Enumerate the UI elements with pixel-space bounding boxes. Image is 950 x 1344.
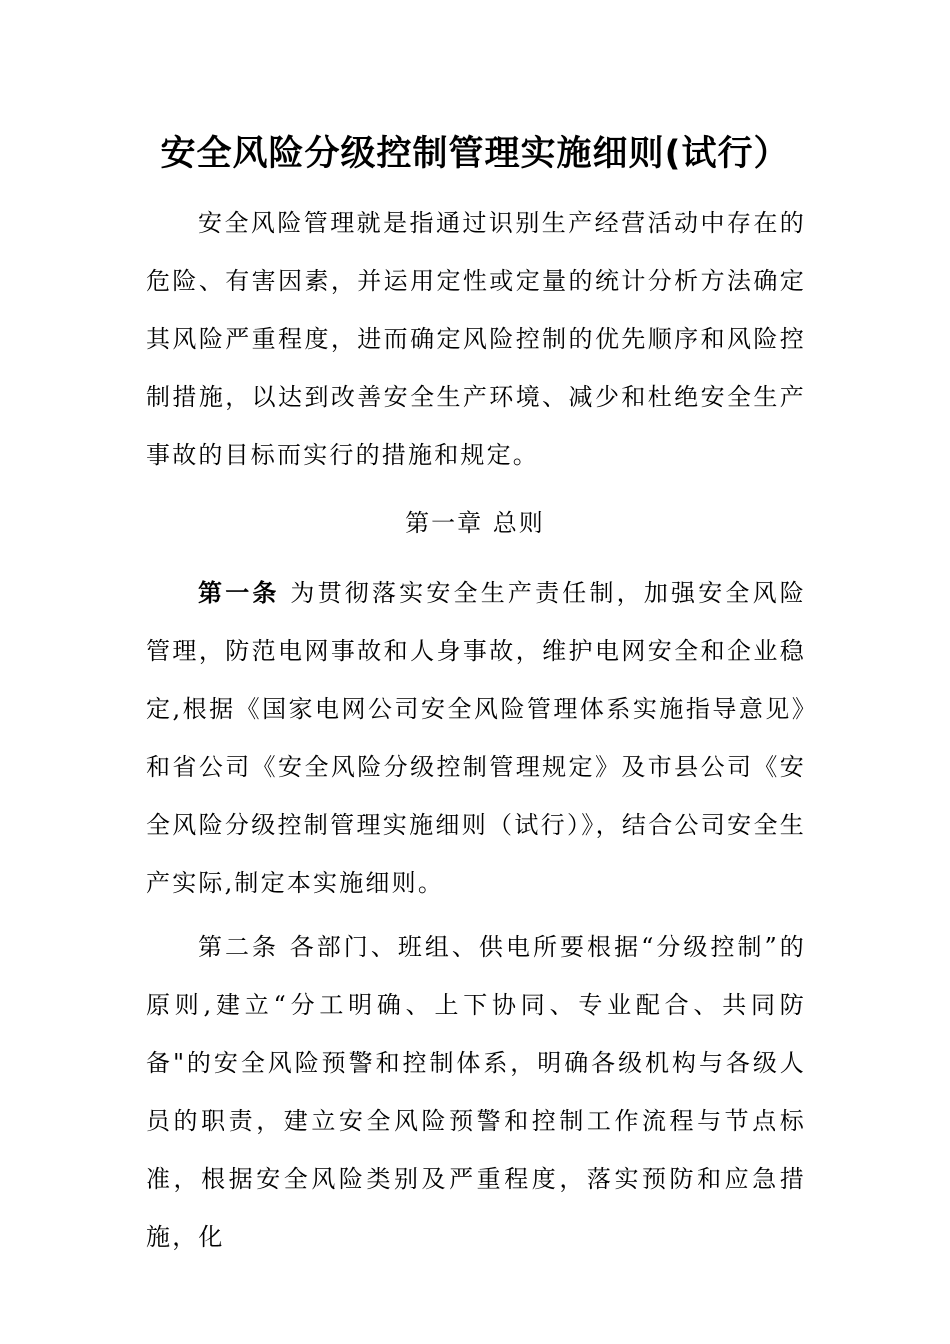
article-2-paragraph [146,918,806,1266]
article-1-label: 第一条 [198,579,280,607]
article-2-label: 第二条 [198,933,280,961]
chapter-heading: 第一章 总则 [405,509,545,537]
intro-paragraph: 安全风险管理就是指通过识别生产经营活动中存在的危险、有害因素，并运用定性或定量的统计分析方法确定其风险严重程度，进而确定风险控制的优先顺序和风险控制措施，以达到改善安全生产环境、减少和杜绝安全生产事故的目标而实行的措施和规定。 [146,209,806,469]
document-title: 安全风险分级控制管理实施细则(试行） [160,134,790,174]
article-1-text: 为贯彻落实安全生产责任制，加强安全风险管理，防范电网事故和人身事故，维护电网安全和企业稳定,根据《国家电网公司安全风险管理体系实施指导意见》和省公司《安全风险分级控制管理规定》及市县公司《安全风险分级控制管理实施细则（试行）》，结合公司安全生产实际,制定本实施细则。 [146,579,806,897]
article-1-paragraph [146,564,806,912]
article-2-text: 各部门、班组、供电所要根据“分级控制”的原则,建立“分工明确、上下协同、专业配合、共同防备"的安全风险预警和控制体系，明确各级机构与各级人员的职责，建立安全风险预警和控制工作流程与节点标准，根据安全风险类别及严重程度，落实预防和应急措施，化 [146,933,806,1251]
